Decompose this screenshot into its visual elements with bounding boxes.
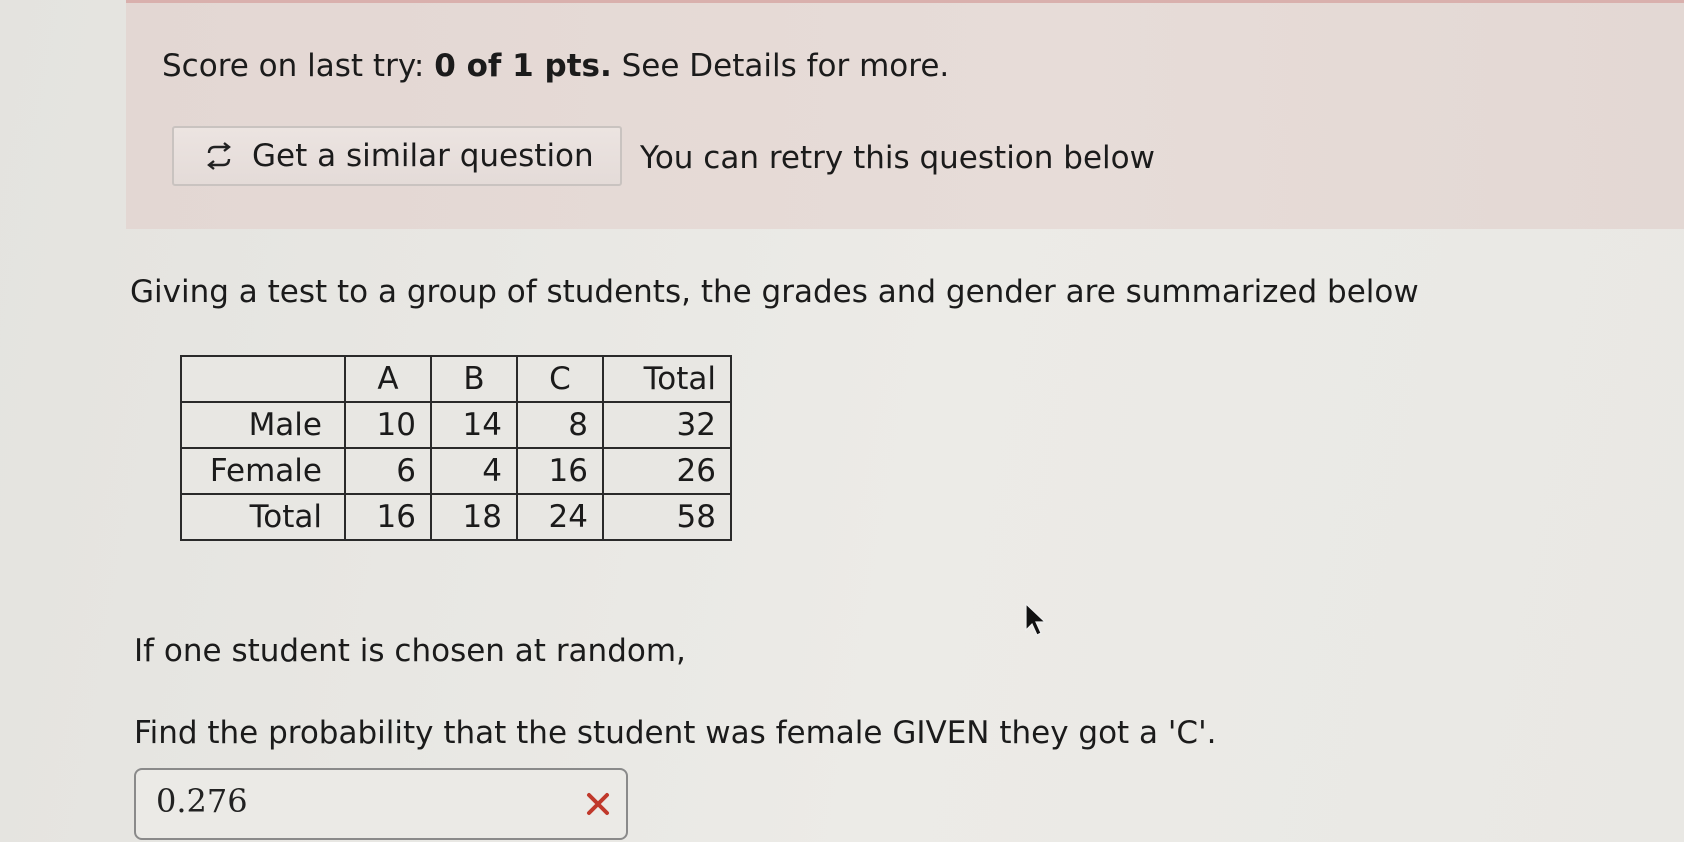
table-cell: 58 bbox=[603, 494, 731, 540]
table-header-cell: B bbox=[431, 356, 517, 402]
score-prefix: Score on last try: bbox=[162, 48, 425, 84]
table-row bbox=[181, 402, 731, 448]
get-similar-question-label: Get a similar question bbox=[252, 138, 594, 174]
table-cell: 10 bbox=[345, 402, 431, 448]
answer-input[interactable] bbox=[134, 768, 628, 840]
table-cell: 8 bbox=[517, 402, 603, 448]
score-suffix: See Details for more. bbox=[621, 48, 950, 84]
table-cell: 32 bbox=[603, 402, 731, 448]
table-cell: 16 bbox=[345, 494, 431, 540]
mouse-cursor-icon bbox=[1024, 602, 1048, 638]
score-summary bbox=[162, 48, 949, 84]
table-row bbox=[181, 448, 731, 494]
row-label: Male bbox=[181, 402, 345, 448]
table-header-cell bbox=[181, 356, 345, 402]
refresh-icon bbox=[204, 141, 234, 171]
table-cell: 6 bbox=[345, 448, 431, 494]
row-label: Female bbox=[181, 448, 345, 494]
question-prompt: Find the probability that the student was female GIVEN they got a 'C'. bbox=[134, 715, 1217, 751]
answer-value: 0.276 bbox=[156, 782, 248, 820]
table-header-cell: C bbox=[517, 356, 603, 402]
get-similar-question-button[interactable] bbox=[172, 126, 622, 186]
retry-note: You can retry this question below bbox=[640, 140, 1155, 176]
table-cell: 16 bbox=[517, 448, 603, 494]
table-cell: 4 bbox=[431, 448, 517, 494]
table-header-cell: Total bbox=[603, 356, 731, 402]
grades-table bbox=[180, 355, 732, 541]
table-cell: 24 bbox=[517, 494, 603, 540]
row-label: Total bbox=[181, 494, 345, 540]
table-row bbox=[181, 494, 731, 540]
question-intro: Giving a test to a group of students, the grades and gender are summarized below bbox=[130, 274, 1419, 310]
table-cell: 18 bbox=[431, 494, 517, 540]
score-panel bbox=[126, 0, 1684, 229]
table-header-cell: A bbox=[345, 356, 431, 402]
table-cell: 14 bbox=[431, 402, 517, 448]
table-header-row bbox=[181, 356, 731, 402]
table-cell: 26 bbox=[603, 448, 731, 494]
score-value: 0 of 1 pts. bbox=[434, 48, 612, 84]
question-prompt-context: If one student is chosen at random, bbox=[134, 633, 686, 669]
wrong-x-icon bbox=[584, 790, 612, 818]
